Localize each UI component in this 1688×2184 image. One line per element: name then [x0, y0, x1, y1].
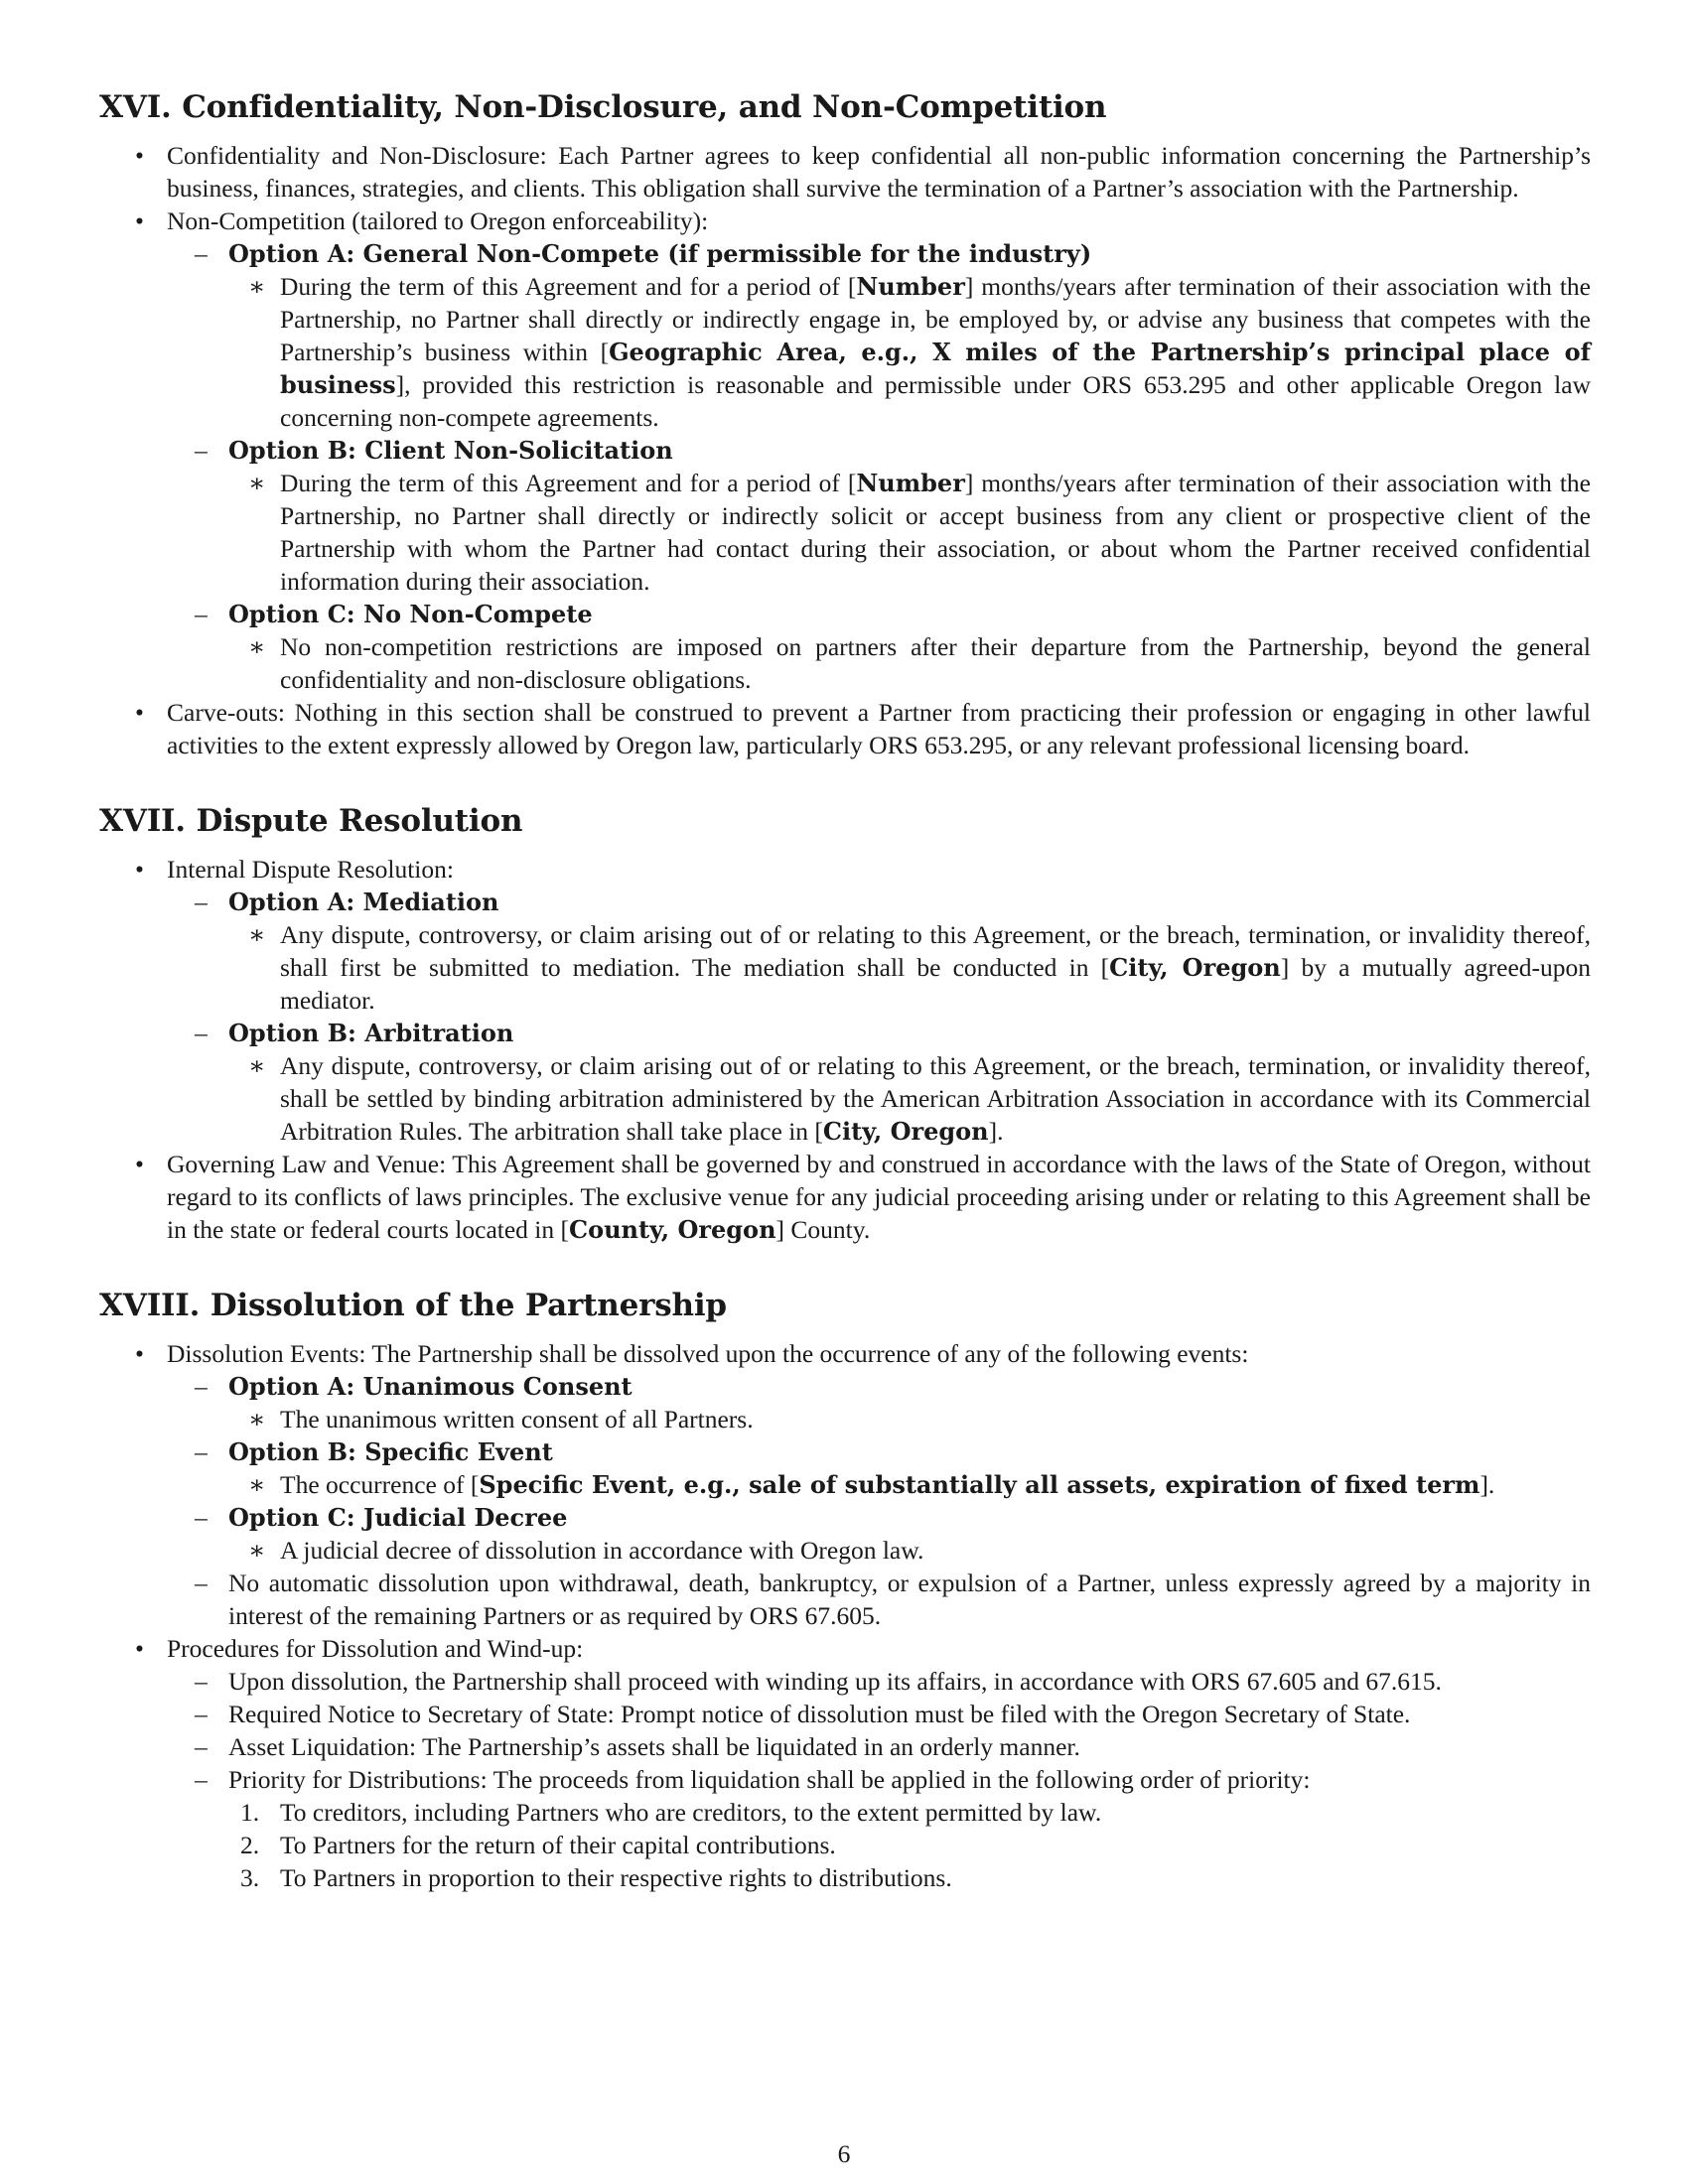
text: A judicial decree of dissolution in accordance with Oregon law. — [280, 1536, 924, 1565]
bullet-marker: • — [135, 698, 144, 727]
placeholder-field: County, Oregon — [569, 1215, 776, 1244]
sub-item — [99, 1698, 1591, 1730]
text: The unanimous written consent of all Partners. — [280, 1405, 754, 1433]
text: Any dispute, controversy, or claim arising out of or relating to this Agreement, or the breach, termination, or invalidity thereof, shall be settled by binding arbitration administered by the American Arbitration Association in accordance with its Commercial Arbitration Rules. The arbitration shall take place in [ — [280, 1051, 1591, 1146]
placeholder-field: Number — [856, 272, 965, 301]
option-title: Option A: Mediation — [228, 887, 499, 916]
text: ], provided this restriction is reasonable and permissible under ORS 653.295 and other applicable Oregon law concerning non-compete agreements. — [280, 370, 1591, 432]
section-xviii — [99, 1286, 1591, 1894]
star-marker: ∗ — [248, 1051, 266, 1080]
list-item — [99, 696, 1591, 761]
text: ] months/years after termination of their association with the Partnership, no Partner shall directly or indirectly engage in, be employed by, or advise any business that competes with the Partnership’s business within [ — [280, 272, 1591, 366]
option-item — [99, 886, 1591, 918]
bullet-marker: • — [135, 1339, 144, 1368]
text: During the term of this Agreement and for a period of [ — [280, 272, 857, 301]
option-detail — [99, 1534, 1591, 1567]
option-detail — [99, 1403, 1591, 1435]
text: Governing Law and Venue: This Agreement shall be governed by and construed in accordance with the laws of the State of Oregon, without regard to its conflicts of laws principles. The exclusive venue for any judicial proceeding arising under or relating to this Agreement shall be in the state or federal courts located in [ — [167, 1150, 1591, 1244]
section-heading: XVII. Dispute Resolution — [99, 803, 523, 839]
confidentiality-text: Confidentiality and Non-Disclosure: Each Partner agrees to keep confidential all non-public information concerning the Partnership’s business, finances, strategies, and clients. This obligation shall survive the termination of a Partner’s association with the Partnership. — [167, 141, 1591, 203]
dash-marker: – — [195, 1667, 208, 1696]
numbered-item — [99, 1861, 1591, 1894]
option-detail — [99, 1049, 1591, 1148]
dash-marker: – — [195, 1700, 208, 1728]
dash-marker: – — [195, 1732, 208, 1761]
section-xvi — [99, 87, 1591, 761]
section-heading: XVIII. Dissolution of the Partnership — [99, 1288, 727, 1323]
document-page — [99, 87, 1591, 1894]
text: ]. — [988, 1117, 1004, 1146]
option-item — [99, 1501, 1591, 1534]
dash-marker: – — [195, 1503, 208, 1532]
star-marker: ∗ — [248, 920, 266, 949]
list-item — [99, 139, 1591, 205]
text: The occurrence of [ — [280, 1470, 480, 1499]
option-title: Option A: Unanimous Consent — [228, 1372, 633, 1401]
option-title: Option C: No Non-Compete — [228, 600, 593, 628]
star-marker: ∗ — [248, 1470, 266, 1499]
procedures-intro: Procedures for Dissolution and Wind-up: — [167, 1634, 584, 1663]
bullet-marker: • — [135, 141, 144, 170]
star-marker: ∗ — [248, 632, 266, 661]
dash-marker: – — [195, 600, 208, 628]
section-xvii — [99, 801, 1591, 1246]
text: Upon dissolution, the Partnership shall proceed with winding up its affairs, in accordance with ORS 67.605 and 67.615. — [228, 1667, 1442, 1696]
text: Any dispute, controversy, or claim arising out of or relating to this Agreement, or the breach, termination, or invalidity thereof, shall first be submitted to mediation. The mediation shall be conducted in [ — [280, 920, 1591, 982]
numbered-item — [99, 1796, 1591, 1829]
page-number: 6 — [837, 2139, 851, 2168]
option-detail — [99, 467, 1591, 598]
numbered-item — [99, 1829, 1591, 1861]
text: No non-competition restrictions are imposed on partners after their departure from the Partnership, beyond the general confidentiality and non-disclosure obligations. — [280, 632, 1591, 694]
option-item — [99, 1017, 1591, 1049]
star-marker: ∗ — [248, 1536, 266, 1565]
sub-item — [99, 1763, 1591, 1796]
item-number: 3. — [240, 1863, 260, 1892]
text: Required Notice to Secretary of State: Prompt notice of dissolution must be filed with the Oregon Secretary of State. — [228, 1700, 1411, 1728]
placeholder-field: Geographic Area, e.g., X miles of the Partnership’s principal place of business — [280, 338, 1591, 399]
list-item — [99, 1337, 1591, 1370]
bullet-marker: • — [135, 1634, 144, 1663]
text: ] County. — [775, 1215, 871, 1244]
star-marker: ∗ — [248, 1405, 266, 1433]
text: ] months/years after termination of their association with the Partnership, no Partner shall directly or indirectly solicit or accept business from any client or prospective client of the Partnership with whom the Partner had contact during their association, or about whom the Partner received confidential information during their association. — [280, 469, 1591, 596]
option-item — [99, 434, 1591, 467]
option-detail — [99, 270, 1591, 434]
placeholder-field: Number — [856, 469, 965, 497]
carveouts-text: Carve-outs: Nothing in this section shall be construed to prevent a Partner from practicing their profession or engaging in other lawful activities to the extent expressly allowed by Oregon law, particularly ORS 653.295, or any relevant professional licensing board. — [167, 698, 1591, 759]
text: During the term of this Agreement and for a period of [ — [280, 469, 857, 497]
option-title: Option B: Arbitration — [228, 1019, 514, 1047]
text: Asset Liquidation: The Partnership’s assets shall be liquidated in an orderly manner. — [228, 1732, 1080, 1761]
noncompetition-intro: Non-Competition (tailored to Oregon enforceability): — [167, 206, 709, 235]
dash-marker: – — [195, 1569, 208, 1597]
placeholder-field: City, Oregon — [1109, 953, 1281, 982]
option-title: Option B: Specific Event — [228, 1437, 553, 1466]
item-number: 2. — [240, 1831, 260, 1859]
option-title: Option A: General Non-Compete (if permissible for the industry) — [228, 239, 1092, 268]
bullet-marker: • — [135, 855, 144, 884]
sub-item — [99, 1730, 1591, 1763]
option-item — [99, 1370, 1591, 1403]
option-detail — [99, 630, 1591, 696]
dissolution-events-intro: Dissolution Events: The Partnership shall be dissolved upon the occurrence of any of the following events: — [167, 1339, 1249, 1368]
dash-marker: – — [195, 1019, 208, 1047]
option-title: Option C: Judicial Decree — [228, 1503, 568, 1532]
dash-marker: – — [195, 239, 208, 268]
bullet-marker: • — [135, 206, 144, 235]
list-item — [99, 205, 1591, 237]
dash-marker: – — [195, 1765, 208, 1794]
text: To creditors, including Partners who are creditors, to the extent permitted by law. — [280, 1798, 1102, 1827]
placeholder-field: Specific Event, e.g., sale of substantially all assets, expiration of fixed term — [479, 1470, 1480, 1499]
bullet-marker: • — [135, 1150, 144, 1178]
option-item — [99, 598, 1591, 630]
option-detail — [99, 918, 1591, 1017]
text: Priority for Distributions: The proceeds from liquidation shall be applied in the following order of priority: — [228, 1765, 1311, 1794]
list-item — [99, 853, 1591, 886]
text: To Partners for the return of their capital contributions. — [280, 1831, 836, 1859]
internal-dispute-intro: Internal Dispute Resolution: — [167, 855, 454, 884]
option-title: Option B: Client Non-Solicitation — [228, 436, 673, 465]
sub-item — [99, 1665, 1591, 1698]
placeholder-field: City, Oregon — [822, 1117, 989, 1146]
star-marker: ∗ — [248, 272, 266, 301]
section-heading: XVI. Confidentiality, Non-Disclosure, and Non-Competition — [99, 89, 1107, 125]
dash-marker: – — [195, 887, 208, 916]
sub-item — [99, 1567, 1591, 1632]
text: No automatic dissolution upon withdrawal, death, bankruptcy, or expulsion of a Partner, unless expressly agreed by a majority in interest of the remaining Partners or as required by ORS 67.605. — [228, 1569, 1591, 1630]
option-item — [99, 1435, 1591, 1468]
dash-marker: – — [195, 1372, 208, 1401]
star-marker: ∗ — [248, 469, 266, 497]
text: ] by a mutually agreed-upon mediator. — [280, 953, 1591, 1015]
dash-marker: – — [195, 1437, 208, 1466]
option-item — [99, 237, 1591, 270]
list-item — [99, 1148, 1591, 1246]
item-number: 1. — [240, 1798, 260, 1827]
list-item — [99, 1632, 1591, 1665]
text: ]. — [1479, 1470, 1495, 1499]
dash-marker: – — [195, 436, 208, 465]
text: To Partners in proportion to their respective rights to distributions. — [280, 1863, 952, 1892]
option-detail — [99, 1468, 1591, 1501]
